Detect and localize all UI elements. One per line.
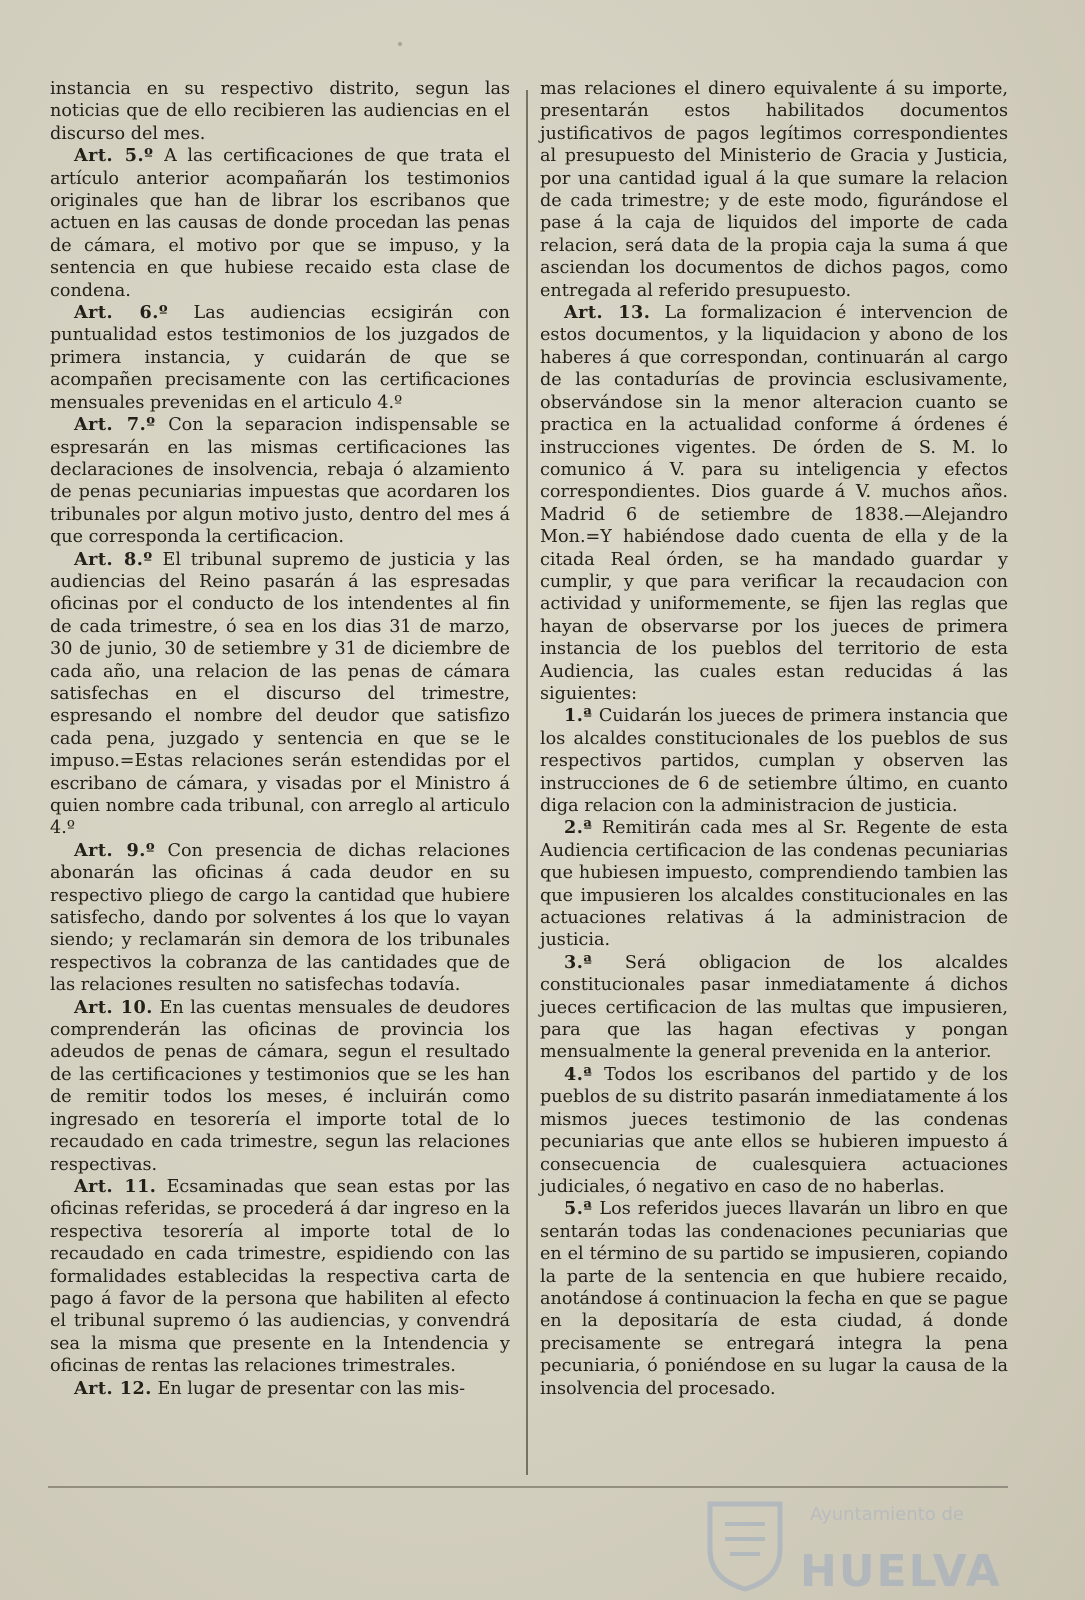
rule-number: 1.ª [564, 705, 593, 727]
rule-number: 2.ª [564, 817, 593, 839]
rule-4 [540, 1064, 1008, 1198]
article-number: Art. 10. [74, 996, 153, 1018]
article-number: Art. 11. [74, 1175, 157, 1197]
article-text: El tribunal supremo de justicia y las audiencias del Reino pasarán á las espresadas oficinas por el conducto de los intendentes al fin de cada trimestre, ó sea en los dias 31 de marzo, 30 de junio, 30 de setiembre y 31 de diciembre de cada año, una relacion de las penas de cámara satisfechas en el discurso del trimestre, espresando el nombre del deudor que satisfizo cada pena, juzgado y sentencia en que se le impuso.=Estas relaciones serán estendidas por el escribano de cámara, y visadas por el Ministro á quien nombre cada tribunal, con arreglo al articulo 4.º [50, 549, 510, 839]
article-9 [50, 840, 510, 997]
paragraph [50, 78, 510, 145]
rule-2 [540, 817, 1008, 951]
article-text: Ecsaminadas que sean estas por las oficinas referidas, se procederá á dar ingreso en la respectiva tesorería al importe total de lo recaudado en cada trimestre, espidiendo con las formalidades establecidas la respectiva carta de pago á favor de la persona que habiliten al efecto el tribunal supremo ó las audiencias, y convendrá sea la misma que presente en la Intendencia y oficinas de rentas las relaciones trimestrales. [50, 1176, 511, 1377]
rule-text: Los referidos jueces llavarán un libro en que sentarán todas las condenaciones pecuniarias que en el término de su partido se impusieren, copiando la parte de la sentencia en que hubiere recaido, anotándose á continuacion la fecha en que se pague en la depositaría de esta ciudad, á donde precisamente se entregará integra la pena pecuniaria, ó poniéndose en su lugar la causa de la insolvencia del procesado. [540, 1199, 1009, 1399]
rule-text: Remitirán cada mes al Sr. Regente de esta Audiencia certificacion de las condenas pecuniarias que hubiesen impuesto, comprendiendo tambien las que impusieren los alcaldes constitucionales en las actuaciones relativas á la administracion de justicia. [540, 818, 1009, 951]
article-7 [50, 414, 510, 548]
article-10 [50, 997, 510, 1176]
article-number: Art. 7.º [74, 414, 156, 436]
article-12 [50, 1378, 510, 1400]
article-text: Con presencia de dichas relaciones abonarán las oficinas á cada deudor en su respectivo pliego de cargo la cantidad que hubiere satisfecho, dando por solventes á los que lo vayan siendo; y reclamarán sin demora de los tribunales respectivos la cobranza de las cantidades que de las relaciones resulten no satisfechas todavía. [50, 840, 510, 996]
paragraph [540, 78, 1008, 302]
watermark-label: HUELVA [800, 1546, 1002, 1597]
paragraph-text: mas relaciones el dinero equivalente á su importe, presentarán estos habilitados documentos justificativos de pagos legítimos correspondientes al presupuesto del Ministerio de Gracia y Justicia, por una cantidad igual á la que sumare la relacion de cada trimestre; y de este modo, figurándose el pase á la caja de liquidos del importe de cada relacion, será data de la propia caja la suma á que asciendan los documentos de dichos pagos, como entregada al referido presupuesto. [540, 79, 1008, 301]
article-11 [50, 1176, 510, 1378]
paragraph-text: instancia en su respectivo distrito, segun las noticias que de ello recibieren las audiencias en el discurso del mes. [50, 79, 510, 144]
article-text: La formalizacion é intervencion de estos documentos, y la liquidacion y abono de los haberes á que correspondan, continuarán al cargo de las contadurías de provincia esclusivamente, observándose sin la menor alteracion cuanto se practica en la actualidad conforme á órdenes é instrucciones vigentes. De órden de S. M. lo comunico á V. para su inteligencia y efectos correspondientes. Dios guarde á V. muchos años. Madrid 6 de setiembre de 1838.—Alejandro Mon.=Y habiéndose dado cuenta de ella y de la citada Real órden, se ha mandado guardar y cumplir, y que para verificar la recaudacion con actividad y uniformemente, se fijen las reglas que hayan de observarse por los jueces de primera instancia de los pueblos del territorio de esta Audiencia, las cuales estan reducidas á las siguientes: [540, 303, 1009, 704]
rule-number: 3.ª [564, 951, 593, 973]
article-6 [50, 302, 510, 414]
article-text: A las certificaciones de que trata el artículo anterior acompañarán los testimonios originales que han de librar los escribanos que actuen en las causas de donde procedan las penas de cámara, el motivo por que se impuso, y la sentencia en que hubiese recaido esta clase de condena. [50, 146, 510, 301]
right-column [540, 78, 1008, 1400]
page-speck [398, 42, 402, 46]
article-text: Las audiencias ecsigirán con puntualidad estos testimonios de los juzgados de primera instancia, y cuidarán de que se acompañen precisamente con las certificaciones mensuales prevenidas en el articulo 4.º [50, 303, 511, 413]
article-number: Art. 8.º [74, 548, 153, 570]
rule-1 [540, 705, 1008, 817]
article-number: Art. 6.º [74, 302, 169, 324]
rule-number: 5.ª [564, 1198, 593, 1220]
rule-text: Todos los escribanos del partido y de los pueblos de su distrito pasarán inmediatamente á los mismos jueces testimonio de las condenas pecuniarias que ante ellos se hubieren impuesto á consecuencia de cualesquiera actuaciones judiciales, ó negativo en caso de no haberlas. [540, 1064, 1009, 1197]
rule-5 [540, 1198, 1008, 1400]
left-column [50, 78, 510, 1400]
article-number: Art. 13. [564, 302, 651, 324]
rule-text: Será obligacion de los alcaldes constitucionales pasar inmediatamente á dichos jueces certificacion de las multas que impusieren, para que las hagan efectivas y pongan mensualmente la general prevenida en la anterior. [540, 952, 1009, 1063]
article-text: En lugar de presentar con las mis- [157, 1378, 466, 1399]
rule-3 [540, 952, 1008, 1064]
article-text: Con la separacion indispensable se espresarán en las mismas certificaciones las declaraciones de insolvencia, rebaja ó alzamiento de penas pecuniarias impuestas que acordaren los tribunales por algun motivo justo, dentro del mes á que corresponda la certificacion. [50, 415, 510, 548]
article-number: Art. 5.º [74, 145, 154, 167]
rule-number: 4.ª [564, 1063, 593, 1085]
shield-icon [700, 1494, 790, 1594]
watermark-sublabel: Ayuntamiento de [810, 1504, 964, 1525]
article-text: En las cuentas mensuales de deudores comprenderán las oficinas de provincia los adeudos de penas de cámara, segun el resultado de las certificaciones y testimonios que se les han de remitir todos los meses, é incluirán como ingresado en tesorería el importe total de lo recaudado en cada trimestre, segun las relaciones respectivas. [50, 997, 511, 1175]
article-8 [50, 549, 510, 840]
column-divider [526, 90, 528, 1475]
article-13 [540, 302, 1008, 705]
archive-watermark [690, 1486, 1010, 1596]
article-number: Art. 12. [74, 1377, 152, 1399]
article-number: Art. 9.º [74, 839, 156, 861]
article-5 [50, 145, 510, 302]
rule-text: Cuidarán los jueces de primera instancia que los alcaldes constitucionales de los pueblos de sus respectivos partidos, cumplan y observen las instrucciones de 6 de setiembre último, en cuanto diga relacion con la administracion de justicia. [540, 706, 1008, 816]
